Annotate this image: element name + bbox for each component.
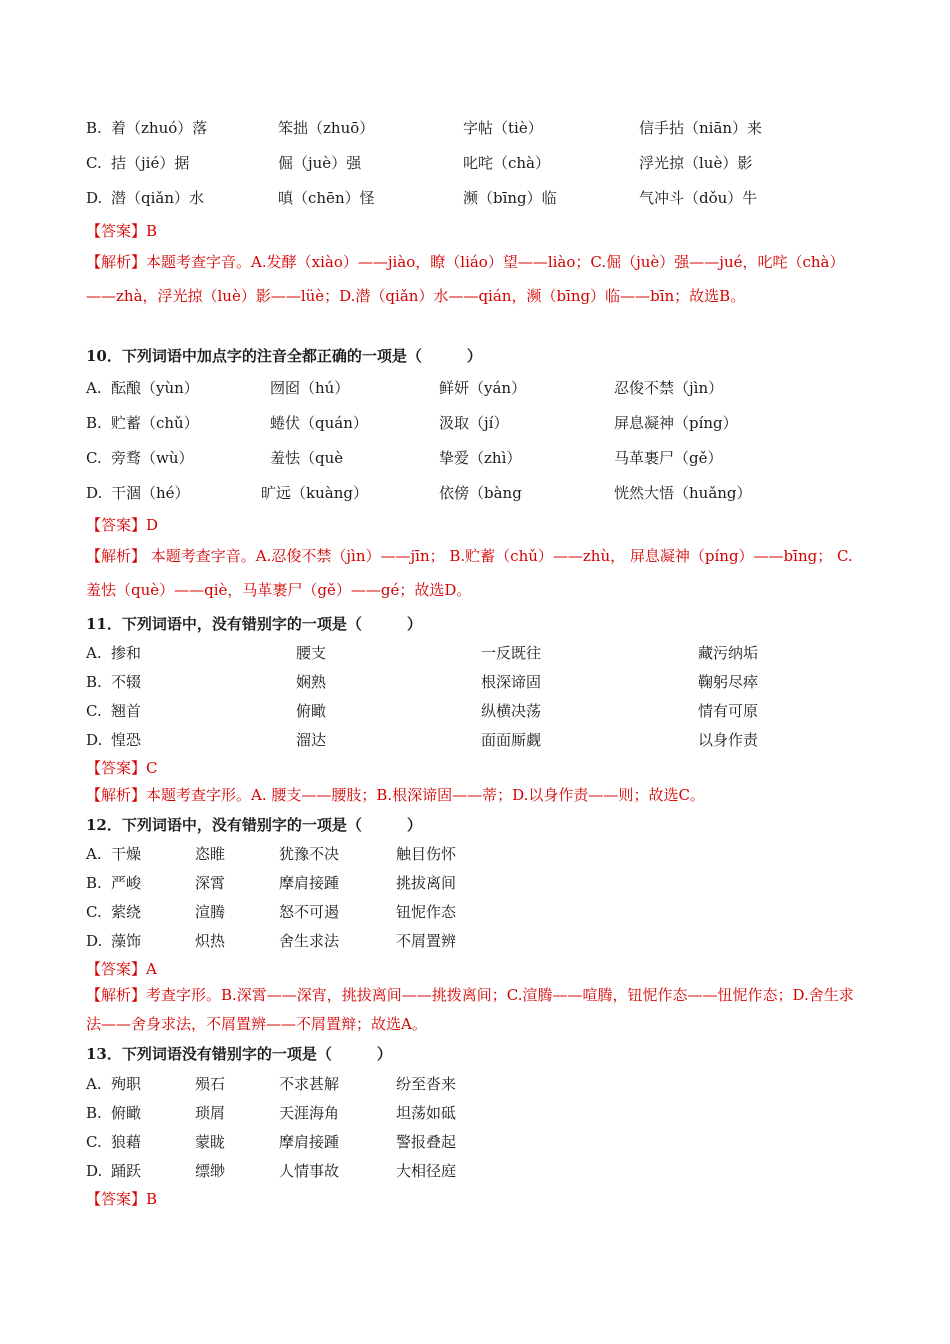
option-item: 俯瞰 (111, 1104, 142, 1122)
option-letter: C. (86, 1133, 102, 1151)
q13-question: 13．下列词语没有错别字的一项是（ ） (86, 1045, 392, 1063)
option-item: 旁骛（wù） (111, 449, 194, 467)
option-item: 娴熟 (296, 673, 327, 691)
option-letter: C. (86, 903, 102, 921)
option-item: 人情事故 (279, 1162, 340, 1180)
option-item: 挚爱（zhì） (439, 449, 522, 467)
option-letter: A. (86, 379, 102, 397)
option-letter: A. (86, 644, 102, 662)
option-item: 信手拈（niān）来 (639, 119, 763, 137)
q10-answer: 【答案】D (86, 516, 159, 534)
option-item: 踊跃 (111, 1162, 142, 1180)
q12-explanation (86, 981, 866, 1039)
option-item: 依傍（bàng (439, 484, 522, 502)
option-item: 缥缈 (195, 1162, 226, 1180)
option-item: 蜷伏（quán） (270, 414, 368, 432)
option-letter: B. (86, 119, 102, 137)
option-item: 狼藉 (111, 1133, 142, 1151)
option-item: 警报叠起 (396, 1133, 457, 1151)
explanation-text: 本题考查字音。A.发酵（xiào）——jiào，瞭（liáo）望——liào；C.倔（juè）强——jué，叱咤（chà）——zhà，浮光掠（luè）影——lüè；D.潜（qiǎn）水——qián，濒（bīng）临——bīn；故选B。 (86, 253, 845, 305)
explanation-tag: 【解析】 (86, 786, 147, 804)
explanation-tag: 【解析】 (86, 986, 147, 1004)
option-item: 笨拙（zhuō） (278, 119, 375, 137)
q11-question: 11．下列词语中，没有错别字的一项是（ ） (86, 615, 422, 633)
option-item: 鲜妍（yán） (439, 379, 527, 397)
option-item: 忍俊不禁（jìn） (614, 379, 724, 397)
option-letter: B. (86, 414, 102, 432)
explanation-text: 考查字形。B.深霄——深宵，挑拔离间——挑拨离间；C.渲腾——喧腾，钮怩作态——忸怩作态；D.舍生求法——舍身求法，不屑置辨——不屑置辩；故选A。 (86, 986, 854, 1033)
option-item: 贮蓄（chǔ） (111, 414, 199, 432)
option-item: 纵横决荡 (481, 702, 542, 720)
option-item: 字帖（tiè） (463, 119, 543, 137)
option-item: 旷远（kuàng） (261, 484, 368, 502)
option-item: 藏污纳垢 (698, 644, 759, 662)
option-item: 俯瞰 (296, 702, 327, 720)
option-letter: A. (86, 1075, 102, 1093)
option-item: 倔（juè）强 (278, 154, 362, 172)
option-letter: B. (86, 673, 102, 691)
option-item: 蒙眬 (195, 1133, 226, 1151)
option-item: 触目伤怀 (396, 845, 457, 863)
option-item: 不求甚解 (279, 1075, 340, 1093)
option-letter: D. (86, 484, 103, 502)
option-item: 干涸（hé） (111, 484, 190, 502)
option-item: 摩肩接踵 (279, 874, 340, 892)
option-item: 嗔（chēn）怪 (278, 189, 375, 207)
option-item: 溜达 (296, 731, 327, 749)
option-item: 着（zhuó）落 (111, 119, 208, 137)
option-item: 腰支 (296, 644, 327, 662)
option-item: 深霄 (195, 874, 226, 892)
option-item: 一反既往 (481, 644, 542, 662)
option-item: 殒石 (195, 1075, 226, 1093)
option-item: 汲取（jí） (439, 414, 509, 432)
option-item: 大相径庭 (396, 1162, 457, 1180)
q10-explanation (86, 539, 866, 607)
option-item: 叱咤（chà） (463, 154, 551, 172)
option-item: 萦绕 (111, 903, 142, 921)
option-item: 马革裹尸（gě） (614, 449, 723, 467)
option-item: 恍然大悟（huǎng） (614, 484, 752, 502)
option-item: 濒（bīng）临 (463, 189, 557, 207)
q12-answer: 【答案】A (86, 960, 157, 978)
explanation-tag: 【解析】 (86, 253, 147, 271)
explanation-text: 本题考查字音。A.忍俊不禁（jìn）——jīn； B.贮蓄（chǔ）——zhù， 屏息凝神（píng）——bīng； C.羞怯（què）——qiè，马革裹尸（gě）——gé；故选D。 (86, 547, 853, 599)
option-item: 不屑置辨 (396, 932, 457, 950)
option-item: 羞怯（què (270, 449, 344, 467)
option-item: 浮光掠（luè）影 (639, 154, 753, 172)
option-item: 琐屑 (195, 1104, 226, 1122)
q9-answer: 【答案】B (86, 222, 158, 240)
option-item: 翘首 (111, 702, 142, 720)
option-item: 气冲斗（dǒu）牛 (639, 189, 758, 207)
q12-question: 12．下列词语中，没有错别字的一项是（ ） (86, 816, 422, 834)
option-letter: C. (86, 154, 102, 172)
option-item: 摩肩接踵 (279, 1133, 340, 1151)
option-item: 惶恐 (111, 731, 142, 749)
explanation-tag: 【解析】 (86, 547, 147, 565)
option-item: 藻饰 (111, 932, 142, 950)
q10-question: 10．下列词语中加点字的注音全都正确的一项是（ ） (86, 347, 482, 365)
option-letter: D. (86, 1162, 103, 1180)
option-item: 严峻 (111, 874, 142, 892)
option-item: 囫囵（hú） (270, 379, 350, 397)
option-letter: C. (86, 449, 102, 467)
q11-explanation (86, 780, 866, 810)
q13-answer: 【答案】B (86, 1190, 158, 1208)
q11-answer: 【答案】C (86, 759, 158, 777)
option-item: 情有可原 (698, 702, 759, 720)
option-item: 渲腾 (195, 903, 226, 921)
option-item: 恣睢 (195, 845, 226, 863)
option-item: 纷至沓来 (396, 1075, 457, 1093)
explanation-text: 本题考查字形。A. 腰支——腰肢；B.根深谛固——蒂；D.以身作责——则；故选C。 (146, 786, 705, 804)
option-item: 不辍 (111, 673, 142, 691)
option-item: 屏息凝神（píng） (614, 414, 738, 432)
option-item: 舍生求法 (279, 932, 340, 950)
option-item: 殉职 (111, 1075, 142, 1093)
option-letter: D. (86, 189, 103, 207)
option-item: 干燥 (111, 845, 142, 863)
option-letter: D. (86, 731, 103, 749)
option-letter: B. (86, 874, 102, 892)
option-item: 以身作责 (698, 731, 759, 749)
option-item: 钮怩作态 (396, 903, 457, 921)
option-item: 挑拔离间 (396, 874, 457, 892)
option-letter: A. (86, 845, 102, 863)
option-letter: B. (86, 1104, 102, 1122)
option-item: 犹豫不决 (279, 845, 340, 863)
q9-explanation (86, 245, 866, 313)
option-item: 拮（jié）据 (111, 154, 190, 172)
option-item: 鞠躬尽瘁 (698, 673, 759, 691)
option-item: 坦荡如砥 (396, 1104, 457, 1122)
option-letter: C. (86, 702, 102, 720)
option-item: 掺和 (111, 644, 142, 662)
option-item: 炽热 (195, 932, 226, 950)
option-item: 根深谛固 (481, 673, 542, 691)
option-item: 面面厮觑 (481, 731, 542, 749)
option-letter: D. (86, 932, 103, 950)
option-item: 酝酿（yùn） (111, 379, 199, 397)
option-item: 怒不可遏 (279, 903, 340, 921)
option-item: 潜（qiǎn）水 (111, 189, 205, 207)
option-item: 天涯海角 (279, 1104, 340, 1122)
